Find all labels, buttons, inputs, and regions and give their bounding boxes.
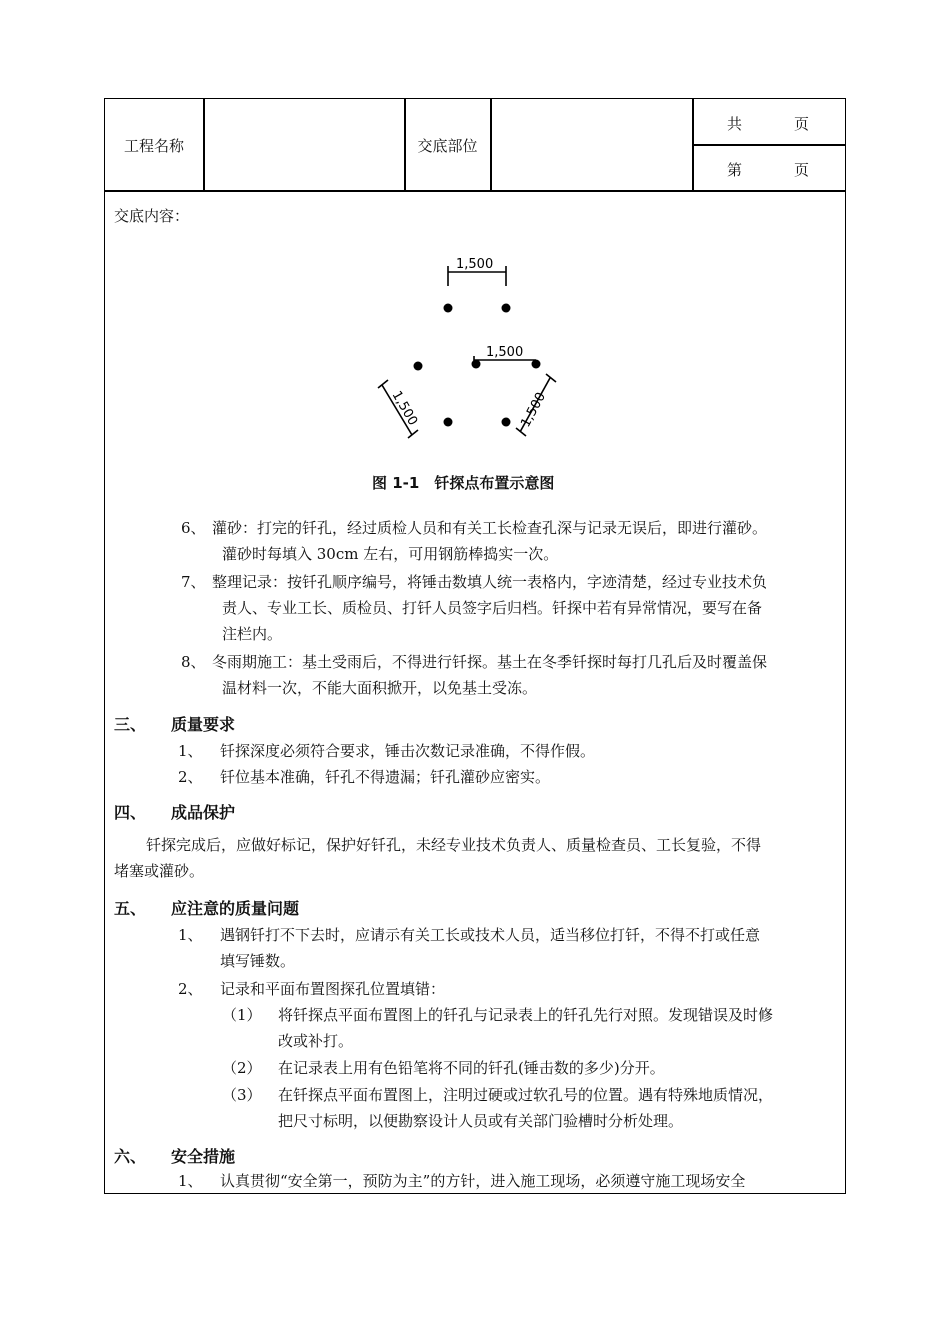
part-label: 交底部位 (417, 137, 478, 155)
header-bottom-border (104, 190, 846, 192)
content-label: 交底内容： (114, 207, 190, 225)
probe-layout-figure (370, 250, 590, 450)
item-number: 1、 (178, 926, 203, 944)
item-text: 钎位基本准确，钎孔不得遗漏；钎孔灌砂应密实。 (220, 768, 551, 786)
probe-point (444, 418, 453, 427)
section-title: 安全措施 (171, 1147, 236, 1166)
item-text: 记录和平面布置图探孔位置填错： (220, 980, 446, 998)
total-pages-unit: 页 (794, 115, 810, 133)
sub-item-text: 把尺寸标明，以便勘察设计人员或有关部门验槽时分析处理。 (278, 1112, 684, 1130)
step-line: 灌砂：打完的钎孔，经过质检人员和有关工长检查孔深与记录无误后，即进行灌砂。 (212, 519, 768, 537)
sub-item-number: （1） (222, 1006, 262, 1024)
probe-point (502, 418, 511, 427)
step-number: 8、 (181, 653, 206, 671)
item-text: 钎探深度必须符合要求，锤击次数记录准确，不得作假。 (220, 742, 596, 760)
figure-caption: 图 1-1 钎探点布置示意图 (372, 474, 555, 492)
sub-item-text: 改或补打。 (278, 1032, 354, 1050)
probe-point (532, 360, 541, 369)
dimension-label: 1,500 (388, 388, 421, 429)
section-title: 成品保护 (171, 803, 236, 822)
section-number: 五、 (114, 899, 147, 918)
sub-item-number: （3） (222, 1086, 262, 1104)
project-name-label: 工程名称 (123, 137, 184, 155)
section-number: 三、 (114, 715, 147, 734)
step-number: 6、 (181, 519, 206, 537)
paragraph-line: 钎探完成后，应做好标记，保护好钎孔，未经专业技术负责人、质量检查员、工长复验，不得 (146, 836, 762, 854)
sub-item-text: 将钎探点平面布置图上的钎孔与记录表上的钎孔先行对照。发现错误及时修 (278, 1006, 774, 1024)
step-line: 注栏内。 (222, 625, 283, 643)
sub-item-number: （2） (222, 1059, 262, 1077)
probe-point (414, 362, 423, 371)
step-line: 灌砂时每填入 30cm 左右，可用钢筋棒捣实一次。 (222, 545, 559, 563)
item-number: 1、 (178, 742, 203, 760)
probe-point (502, 304, 511, 313)
probe-point (472, 360, 481, 369)
page-number-label: 第 (727, 161, 743, 179)
step-line: 整理记录：按钎孔顺序编号，将锤击数填人统一表格内，字迹清楚，经过专业技术负 (212, 573, 768, 591)
section-number: 六、 (114, 1147, 147, 1166)
dimension-label: 1,500 (456, 257, 494, 272)
probe-point (444, 304, 453, 313)
page-number-unit: 页 (794, 161, 810, 179)
item-number: 1、 (178, 1172, 203, 1190)
item-text: 认真贯彻“安全第一，预防为主”的方针，进入施工现场，必须遵守施工现场安全 (220, 1172, 746, 1190)
sub-item-text: 在钎探点平面布置图上，注明过硬或过软孔号的位置。遇有特殊地质情况， (278, 1086, 774, 1104)
total-pages-label: 共 (727, 115, 743, 133)
section-number: 四、 (114, 803, 147, 822)
divider (692, 144, 846, 146)
step-number: 7、 (181, 573, 206, 591)
step-line: 责人、专业工长、质检员、打钎人员签字后归档。钎探中若有异常情况，要写在备 (222, 599, 763, 617)
item-number: 2、 (178, 768, 203, 786)
dimension-label: 1,500 (518, 389, 550, 430)
step-line: 温材料一次，不能大面积掀开，以免基土受冻。 (222, 679, 538, 697)
item-text: 填写锤数。 (220, 952, 296, 970)
item-number: 2、 (178, 980, 203, 998)
section-title: 应注意的质量问题 (171, 899, 300, 918)
paragraph-line: 堵塞或灌砂。 (114, 862, 205, 880)
item-text: 遇钢钎打不下去时，应请示有关工长或技术人员，适当移位打钎，不得不打或任意 (220, 926, 761, 944)
step-line: 冬雨期施工：基土受雨后，不得进行钎探。基土在冬季钎探时每打几孔后及时覆盖保 (212, 653, 768, 671)
dimension-label: 1,500 (486, 345, 524, 360)
section-title: 质量要求 (171, 715, 236, 734)
sub-item-text: 在记录表上用有色铅笔将不同的钎孔(锤击数的多少)分开。 (278, 1059, 665, 1077)
